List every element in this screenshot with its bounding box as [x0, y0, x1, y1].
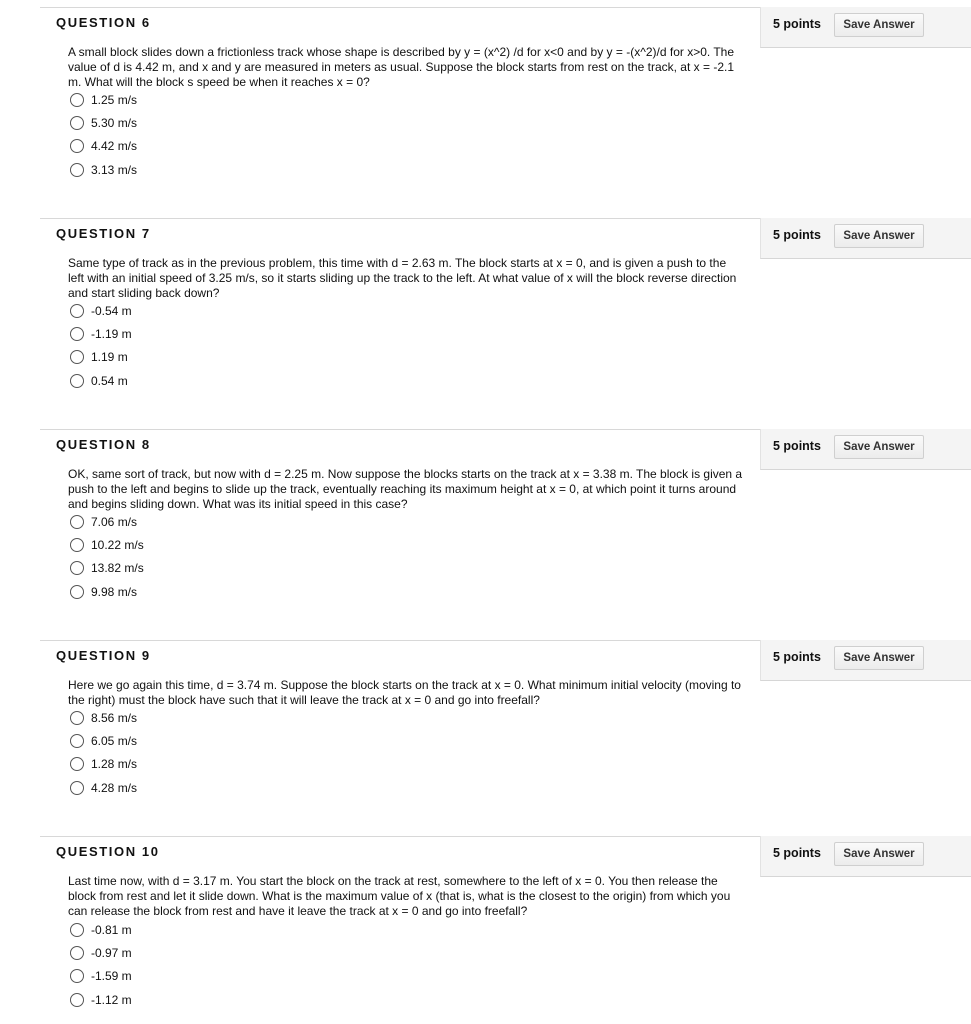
- points-label: 5 points: [773, 846, 821, 860]
- points-panel: [760, 7, 971, 48]
- answer-option[interactable]: [70, 510, 144, 533]
- answer-option[interactable]: [70, 941, 132, 964]
- option-label: 7.06 m/s: [91, 514, 138, 529]
- question-text: Here we go again this time, d = 3.74 m. Suppose the block starts on the track at x = 0. What minimum initial velocity (moving to the right) must the block have such that it will leave the track at x = 0 and go into freefall?: [68, 678, 741, 707]
- radio-button[interactable]: [70, 327, 84, 341]
- answer-option[interactable]: [70, 299, 132, 322]
- answer-option[interactable]: [70, 706, 137, 729]
- answer-option[interactable]: [70, 557, 144, 580]
- answer-option[interactable]: [70, 369, 132, 392]
- radio-button[interactable]: [70, 304, 84, 318]
- question-text: Same type of track as in the previous problem, this time with d = 2.63 m. The block starts at x = 0, and is given a push to the left with an initial speed of 3.25 m/s, so it starts sliding up the track to the left. At what value of x will the block reverse direction and start sliding back down?: [68, 256, 737, 300]
- option-label: 10.22 m/s: [91, 538, 144, 553]
- radio-button[interactable]: [70, 757, 84, 771]
- option-label: 1.28 m/s: [91, 757, 138, 772]
- answer-options: [70, 706, 137, 800]
- points-label: 5 points: [773, 228, 821, 242]
- answer-option[interactable]: [70, 753, 137, 776]
- save-answer-button[interactable]: Save Answer: [834, 435, 924, 459]
- answer-options: [70, 88, 137, 182]
- radio-button[interactable]: [70, 139, 84, 153]
- answer-option[interactable]: [70, 918, 132, 941]
- points-panel: [760, 640, 971, 681]
- option-label: 3.13 m/s: [91, 162, 138, 177]
- option-label: 9.98 m/s: [91, 584, 138, 599]
- option-label: -0.81 m: [91, 922, 132, 937]
- answer-option[interactable]: [70, 88, 137, 111]
- answer-option[interactable]: [70, 135, 137, 158]
- question-title: QUESTION 10: [56, 844, 160, 859]
- save-answer-button[interactable]: Save Answer: [834, 224, 924, 248]
- divider: [40, 836, 760, 837]
- answer-options: [70, 510, 144, 604]
- option-label: 1.25 m/s: [91, 92, 138, 107]
- option-label: 1.19 m: [91, 350, 128, 365]
- answer-option[interactable]: [70, 158, 137, 181]
- question-title: QUESTION 7: [56, 226, 151, 241]
- radio-button[interactable]: [70, 734, 84, 748]
- radio-button[interactable]: [70, 116, 84, 130]
- answer-options: [70, 299, 132, 393]
- radio-button[interactable]: [70, 585, 84, 599]
- points-panel: [760, 836, 971, 877]
- radio-button[interactable]: [70, 538, 84, 552]
- answer-option[interactable]: [70, 729, 137, 752]
- divider: [40, 218, 760, 219]
- option-label: 6.05 m/s: [91, 734, 138, 749]
- question-title: QUESTION 9: [56, 648, 151, 663]
- option-label: -0.97 m: [91, 946, 132, 961]
- question-title: QUESTION 8: [56, 437, 151, 452]
- answer-option[interactable]: [70, 580, 144, 603]
- answer-options: [70, 918, 132, 1012]
- option-label: -0.54 m: [91, 303, 132, 318]
- answer-option[interactable]: [70, 346, 132, 369]
- option-label: 13.82 m/s: [91, 561, 144, 576]
- radio-button[interactable]: [70, 946, 84, 960]
- option-label: 0.54 m: [91, 373, 128, 388]
- points-label: 5 points: [773, 650, 821, 664]
- save-answer-button[interactable]: Save Answer: [834, 646, 924, 670]
- option-label: 4.28 m/s: [91, 780, 138, 795]
- points-label: 5 points: [773, 17, 821, 31]
- radio-button[interactable]: [70, 923, 84, 937]
- divider: [40, 640, 760, 641]
- answer-option[interactable]: [70, 965, 132, 988]
- answer-option[interactable]: [70, 776, 137, 799]
- option-label: 8.56 m/s: [91, 710, 138, 725]
- save-answer-button[interactable]: Save Answer: [834, 13, 924, 37]
- radio-button[interactable]: [70, 350, 84, 364]
- question-text: Last time now, with d = 3.17 m. You start the block on the track at rest, somewhere to the left of x = 0. You then release the block from rest and let it slide down. What is the maximum value of x (that is, what is the closest to the origin) from which you can release the block from rest and have it leave the track at x = 0 and go into freefall?: [68, 874, 731, 918]
- option-label: -1.12 m: [91, 992, 132, 1007]
- question-title: QUESTION 6: [56, 15, 151, 30]
- radio-button[interactable]: [70, 993, 84, 1007]
- divider: [40, 429, 760, 430]
- option-label: 4.42 m/s: [91, 139, 138, 154]
- radio-button[interactable]: [70, 711, 84, 725]
- radio-button[interactable]: [70, 561, 84, 575]
- option-label: -1.19 m: [91, 327, 132, 342]
- question-text: A small block slides down a frictionless track whose shape is described by y = (x^2) /d for x<0 and by y = -(x^2)/d for x>0. The value of d is 4.42 m, and x and y are measured in meters as usual. Suppose the block starts from rest on the track, at x = -2.1 m. What will the block s speed be when it reaches x = 0?: [68, 45, 735, 89]
- radio-button[interactable]: [70, 93, 84, 107]
- points-panel: [760, 429, 971, 470]
- answer-option[interactable]: [70, 988, 132, 1011]
- radio-button[interactable]: [70, 781, 84, 795]
- answer-option[interactable]: [70, 533, 144, 556]
- option-label: -1.59 m: [91, 969, 132, 984]
- option-label: 5.30 m/s: [91, 116, 138, 131]
- answer-option[interactable]: [70, 322, 132, 345]
- radio-button[interactable]: [70, 163, 84, 177]
- points-panel: [760, 218, 971, 259]
- points-label: 5 points: [773, 439, 821, 453]
- save-answer-button[interactable]: Save Answer: [834, 842, 924, 866]
- radio-button[interactable]: [70, 515, 84, 529]
- answer-option[interactable]: [70, 111, 137, 134]
- divider: [40, 7, 760, 8]
- radio-button[interactable]: [70, 969, 84, 983]
- question-text: OK, same sort of track, but now with d = 2.25 m. Now suppose the blocks starts on the track at x = 3.38 m. The block is given a push to the left and begins to slide up the track, eventually reaching its maximum height at x = 0, at which point it turns around and begins sliding down. What was its initial speed in this case?: [68, 467, 743, 511]
- radio-button[interactable]: [70, 374, 84, 388]
